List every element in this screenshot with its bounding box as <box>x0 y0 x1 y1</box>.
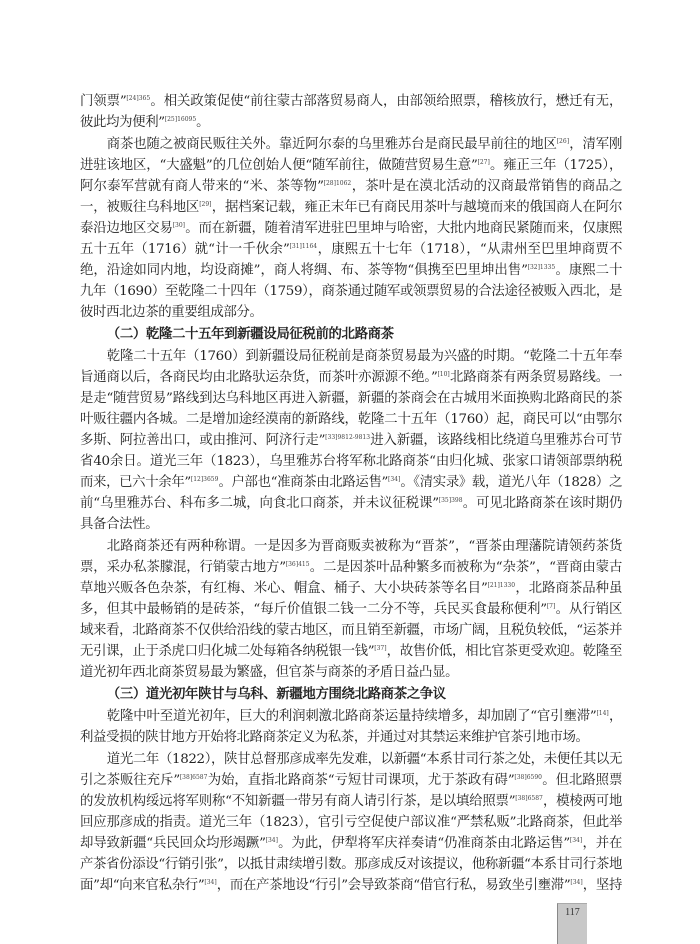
citation-marker: [34] <box>569 837 583 844</box>
paragraph <box>80 134 622 323</box>
citation-marker: [28]1062 <box>323 180 352 187</box>
citation-marker: [34] <box>204 879 217 886</box>
citation-marker: [31]1164 <box>289 243 318 250</box>
text-run: ，茶叶是在漠北活动的汉商最常销售的商品之一，被贩往乌科地区 <box>80 179 622 215</box>
text-run: 。从行销区域来看，北路商茶不仅供给沿线的蒙古地区，而且销至新疆，市场广阔，且税负较低，“运茶并无引课，止于杀虎口归化城二处每箱各纳税银一钱” <box>80 602 622 659</box>
text-run: 门领票” <box>80 94 127 109</box>
text-run: 乾隆中叶至道光初年，巨大的利润刺激北路商茶运量持续增多，却加剧了“官引壅滞” <box>106 709 597 724</box>
text-run: ，坚持 <box>582 878 622 893</box>
text-run: ，北路商茶品种虽多，但其中最畅销的是砖茶，“每斤价值银二钱一二分不等，兵民买食最称便利” <box>80 581 622 617</box>
article-body <box>80 91 622 898</box>
text-run: ，清军刚进驻该地区，“大盛魁”的几位创始人便“随军前往，做随营贸易生意” <box>80 137 622 173</box>
citation-marker: [36]415 <box>285 561 310 568</box>
text-run: ，而在产茶地设“行引”会导致茶商“借官行私，易致坐引壅滞” <box>216 878 571 893</box>
text-run: 。相关政策促使“前往蒙古部落贸易商人，由部领给照票，稽核放行，懋迁有无，彼此均为便利” <box>80 94 622 130</box>
text-run: 。康熙二十九年（1690）至乾隆二十四年（1759），商茶通过随军或领票贸易的合法途径被贩入西北，是彼时西北边茶的重要组成部分。 <box>80 263 622 320</box>
text-run: 乾隆二十五年（1760）到新疆设局征税前是商茶贸易最为兴盛的时期。“乾隆二十五年奉旨通商以后，各商民均由北路驮运杂货，而茶叶亦源源不绝。” <box>80 349 622 385</box>
text-run: 北路商茶有两条贸易路线。一是走“随营贸易”路线到达乌科地区再进入新疆，新疆的茶商会在古城用米面换购北路商民的茶叶贩往疆内各城。二是增加途经漠南的新路线，乾隆二十五年（1760）起，商民可以“由鄂尔多斯、阿拉善出口，或由推河、阿济行走” <box>80 370 622 448</box>
citation-marker: [10] <box>437 371 450 378</box>
text-run: 为始，直指北路商茶“亏短甘司课项，尤于茶政有碍” <box>207 773 515 788</box>
citation-marker: [12]3659 <box>190 476 219 483</box>
citation-marker: [34] <box>570 879 583 886</box>
text-run: ，康熙五十七年（1718），“从肃州至巴里坤商贾不绝，沿途如同内地，均设商摊”，商人将绸、布、茶等物“俱携至巴里坤出售” <box>80 242 622 278</box>
citation-marker: [32]1335 <box>527 264 556 271</box>
text-run: 。但北路照票的发放机构绥远将军则称“不知新疆一带另有商人请引行茶，是以填给照票” <box>80 773 622 809</box>
text-run: 。为此，伊犁将军庆祥奏请“仍准商茶由北路运售” <box>277 836 570 851</box>
text-run: ，模棱两可地回应那彦成的指责。道光三年（1823），官引亏空促使户部议准“严禁私贩”北路商茶，但此举却导致新疆“兵民回众均形竭蹶” <box>80 794 622 851</box>
citation-marker: [26] <box>556 138 570 145</box>
text-run: 。二是因茶叶品种繁多而被称为“杂茶”，“晋商由蒙古草地兴贩各色杂茶，有红梅、米心、帽盒、桶子、大小块砖茶等名目” <box>80 560 622 596</box>
text-run: 商茶也随之被商民贩往关外。靠近阿尔泰的乌里雅苏台是商民最早前往的地区 <box>106 137 557 152</box>
paragraph <box>80 706 622 748</box>
text-run: ，利益受损的陕甘地方开始将北路商茶定义为私茶，并通过对其禁运来维护官茶引地市场。 <box>80 709 622 745</box>
text-run: 道光二年（1822），陕甘总督那彦成率先发难，以新疆“本系甘司行茶之处，未便任其以无引之茶贩往充斥” <box>80 752 622 788</box>
citation-marker: [38]6587 <box>179 774 208 781</box>
citation-marker: [30] <box>172 222 186 229</box>
citation-marker: [33]9812-9813 <box>325 434 371 441</box>
paragraph <box>80 749 622 898</box>
text-run: 。可见北路商茶在该时期仍具备合法性。 <box>80 496 622 532</box>
text-run: ，故售价低，相比官茶更受欢迎。乾隆至道光初年西北商茶贸易最为繁盛，但官茶与商茶的矛盾日益凸显。 <box>80 644 622 680</box>
text-run: ，据档案记载，雍正末年已有商民用茶叶与越境而来的俄国商人在阿尔泰沿边地区交易 <box>80 200 622 236</box>
citation-marker: [38]6590 <box>514 774 542 781</box>
citation-marker: [29] <box>199 201 212 208</box>
citation-marker: [37] <box>374 645 387 652</box>
citation-marker: [35]398 <box>438 497 463 504</box>
text-run: 。《清实录》载，道光八年（1828）之前“乌里雅苏台、科布多二城，向食北口商茶，并未议征税课” <box>80 475 622 511</box>
citation-marker: [25]16095 <box>164 116 197 123</box>
citation-marker: [34] <box>388 476 401 483</box>
text-run: 。户部也“准商茶由北路运售” <box>218 475 388 490</box>
paragraph <box>80 346 622 535</box>
text-run: 进入新疆，该路线相比绕道乌里雅苏台可节省40余日。道光三年（1823），乌里雅苏台将军称北路商茶“由归化城、张家口请领部票纳税而来，已六十余年” <box>80 433 622 490</box>
text-run: 。而在新疆，随着清军进驻巴里坤与哈密，大批内地商民紧随而来，仅康熙五十五年（1716）就“计一千伙余” <box>80 221 622 257</box>
page-number-box <box>557 903 587 944</box>
text-run: 北路商茶还有两种称谓。一是因多为晋商贩卖被称为“晋茶”，“晋茶由理藩院请领药茶货票，采办私茶朦混，行销蒙古地方” <box>80 539 622 575</box>
page-number: 117 <box>565 907 580 918</box>
text-run: 。雍正三年（1725），阿尔泰军营就有商人带来的“米、茶等物” <box>80 158 622 194</box>
section-heading: （二）乾隆二十五年到新疆设局征税前的北路商茶 <box>106 327 394 342</box>
paragraph <box>80 91 622 133</box>
citation-marker: [21]1330 <box>487 582 516 589</box>
section-heading: （三）道光初年陕甘与乌科、新疆地方围绕北路商茶之争议 <box>106 687 446 702</box>
text-run: ，并在产茶省份添设“行销引张”，以抵甘肃续增引数。那彦成反对该提议，他称新疆“本系甘司行茶地面”却“向来官私杂行” <box>80 836 622 893</box>
citation-marker: [7] <box>546 603 556 610</box>
citation-marker: [14] <box>596 710 609 717</box>
text-run: 。 <box>196 115 210 130</box>
paragraph <box>80 536 622 683</box>
citation-marker: [24]365 <box>126 95 151 102</box>
citation-marker: [27] <box>477 159 490 166</box>
citation-marker: [38]6587 <box>515 795 543 802</box>
citation-marker: [34] <box>265 837 278 844</box>
